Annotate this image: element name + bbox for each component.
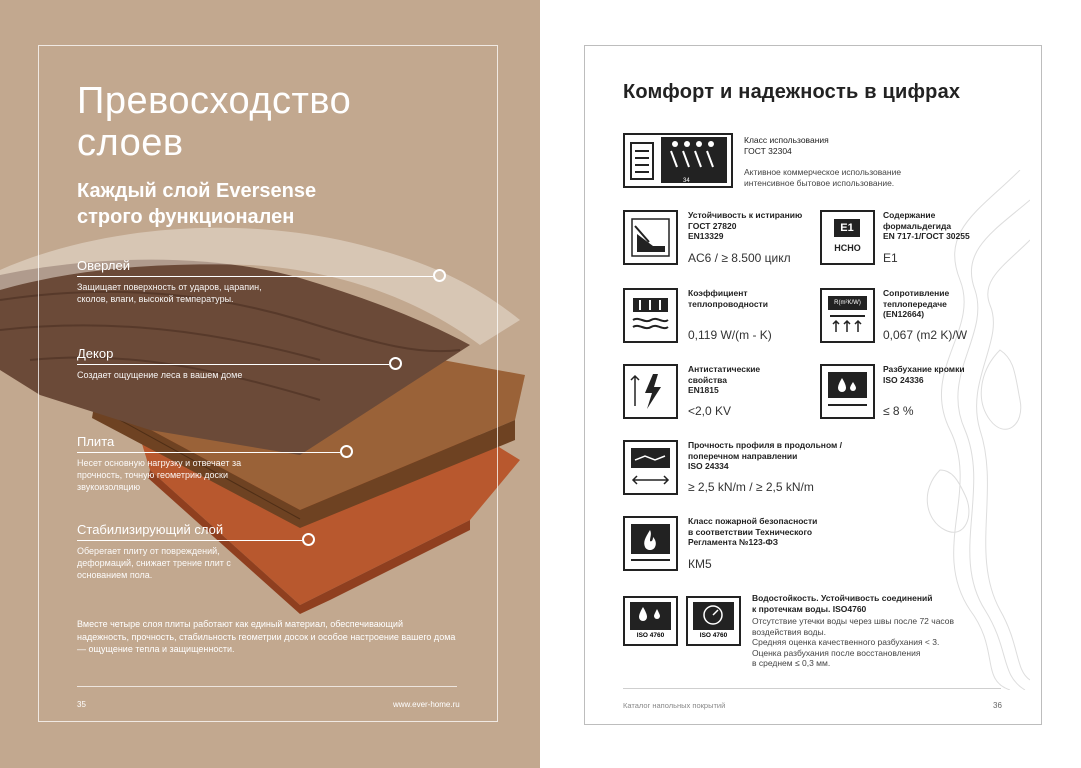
water-resistance-icon — [623, 596, 678, 646]
layer-pointer-dot — [433, 269, 446, 282]
left-page — [0, 0, 540, 768]
abrasion-icon — [623, 210, 678, 265]
thermal-conductivity-icon — [623, 288, 678, 343]
formaldehyde-icon-hcho: HCHO — [834, 243, 861, 253]
page-number: 36 — [993, 701, 1002, 710]
thermal-conductivity-value: 0,119 W/(m - K) — [688, 328, 772, 342]
layer-pointer-dot — [302, 533, 315, 546]
water-test-icon — [686, 596, 741, 646]
page-subtitle — [77, 178, 407, 230]
footer-divider — [77, 686, 457, 687]
formaldehyde-value: E1 — [883, 251, 898, 265]
layer-stabilizing — [77, 522, 262, 581]
antistatic-title: Антистатические свойства EN1815 — [688, 364, 761, 395]
formaldehyde-icon — [820, 210, 875, 265]
title-line-2: слоев — [77, 122, 184, 164]
water-test-icon-label: ISO 4760 — [699, 632, 728, 639]
formaldehyde-icon-e1: E1 — [834, 219, 860, 237]
layer-overlay — [77, 258, 262, 305]
thermal-resistance-title: Сопротивление теплопередаче (EN12664) — [883, 288, 950, 319]
usage-class-icon — [623, 133, 733, 188]
profile-strength-icon — [623, 440, 678, 495]
layer-pointer-dot — [340, 445, 353, 458]
layer-title: Декор — [77, 346, 114, 361]
usage-class-description: Активное коммерческое использование интенсивное бытовое использование. — [744, 167, 902, 188]
layer-description: Оберегает плиту от повреждений, деформаций, снижает трение плит с основанием пола. — [77, 546, 231, 580]
page-title — [77, 80, 437, 164]
footer-divider — [623, 688, 1001, 689]
website-url: www.ever-home.ru — [393, 700, 460, 709]
water-icon-label: ISO 4760 — [636, 632, 665, 639]
profile-strength-title: Прочность профиля в продольном / поперечном направлении ISO 24334 — [688, 440, 843, 471]
layer-title: Оверлей — [77, 258, 130, 273]
antistatic-value: <2,0 KV — [688, 404, 732, 418]
catalog-name: Каталог напольных покрытий — [623, 701, 726, 710]
water-resistance-title: Водостойкость. Устойчивость соединений к протечкам воды. ISO4760 — [752, 593, 933, 614]
layer-pointer-line — [77, 540, 302, 541]
title-line-1: Превосходство — [77, 80, 352, 122]
usage-class-title: Класс использования ГОСТ 32304 — [744, 135, 829, 156]
layer-board — [77, 434, 272, 493]
fire-safety-title: Класс пожарной безопасности в соответствии Технического Регламента №123-ФЗ — [688, 516, 818, 547]
section-title: Комфорт и надежность в цифрах — [623, 81, 961, 103]
fire-safety-icon — [623, 516, 678, 571]
abrasion-title: Устойчивость к истиранию ГОСТ 27820 EN13329 — [688, 210, 803, 241]
thermal-resistance-icon-label: R(m²K/W) — [828, 296, 867, 310]
page-number: 35 — [77, 700, 86, 709]
layer-title: Плита — [77, 434, 115, 449]
edge-swelling-title: Разбухание кромки ISO 24336 — [883, 364, 965, 385]
fire-safety-value: КМ5 — [688, 557, 712, 571]
thermal-resistance-value: 0,067 (m2 K)/W — [883, 328, 968, 342]
antistatic-icon — [623, 364, 678, 419]
layer-title: Стабилизирующий слой — [77, 522, 224, 537]
thermal-resistance-icon — [820, 288, 875, 343]
layer-pointer-line — [77, 364, 389, 365]
layer-description: Защищает поверхность от ударов, царапин, сколов, влаги, высокой температуры. — [77, 282, 262, 304]
subtitle-line-2: строго функционален — [77, 206, 295, 228]
layer-pointer-dot — [389, 357, 402, 370]
layer-pointer-line — [77, 452, 340, 453]
usage-class-badge: 34 — [683, 178, 690, 184]
layer-description: Создает ощущение леса в вашем доме — [77, 370, 243, 380]
layers-summary-text: Вместе четыре слоя плиты работают как единый материал, обеспечивающий надежность, прочность, стабильность геометрии досок и особое настроение вашего дома — ощущение тепла и защищенности. — [77, 619, 456, 654]
thermal-conductivity-title: Коэффициент теплопроводности — [688, 288, 768, 309]
layer-pointer-line — [77, 276, 433, 277]
formaldehyde-title: Содержание формальдегида EN 717-1/ГОСТ 30255 — [883, 210, 970, 241]
layer-description: Несет основную нагрузку и отвечает за прочность, точную геометрию доски звукоизоляцию — [77, 458, 242, 492]
abrasion-value: AC6 / ≥ 8.500 цикл — [688, 251, 791, 265]
edge-swelling-icon — [820, 364, 875, 419]
water-resistance-description: Отсутствие утечки воды через швы после 72 часов воздействия воды. Средняя оценка качественного разбухания < 3. Оценка разбухания после восстановления в среднем ≤ 0,3 мм. — [752, 616, 955, 668]
edge-swelling-value: ≤ 8 % — [883, 404, 914, 418]
subtitle-line-1: Каждый слой Eversense — [77, 180, 317, 202]
profile-strength-value: ≥ 2,5 kN/m / ≥ 2,5 kN/m — [688, 480, 814, 494]
